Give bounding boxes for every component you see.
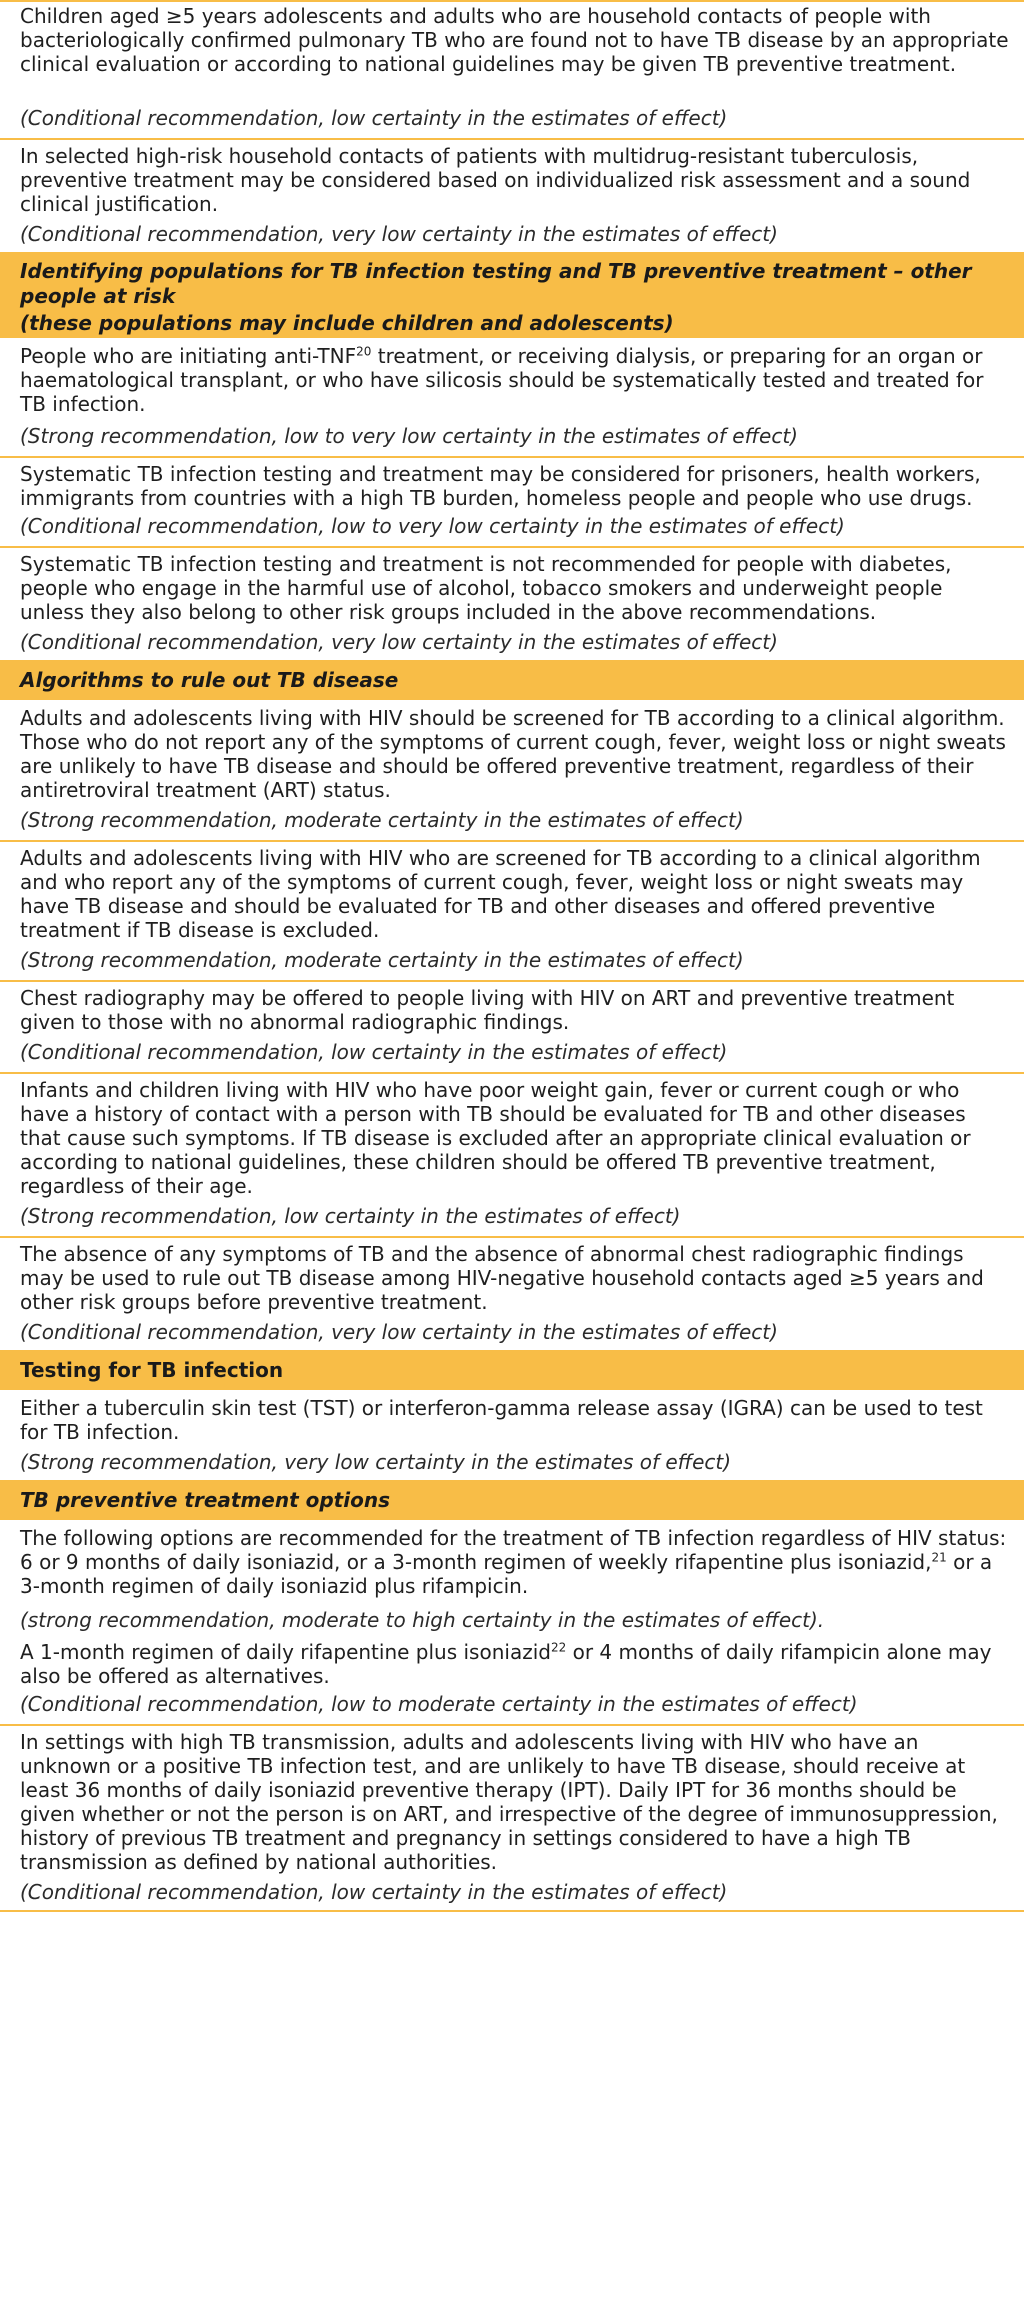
chest-radiography-recommendation: (Conditional recommendation, low certainty in the estimates of effect) [20,1040,728,1064]
section-subtitle: (these populations may include children and adolescents) [20,311,674,335]
section-title: TB preventive treatment options [20,1488,390,1512]
alternative-regimens-recommendation: (Conditional recommendation, low to moderate certainty in the estimates of effect) [20,1692,858,1716]
ipt-36-months-paragraph: In settings with high TB transmission, adults and adolescents living with HIV who have an unknown or a positive TB infection test, and are unlikely to have TB disease, should receive at least 36 months of daily isoniazid preventive therapy (IPT). Daily IPT for 36 months should be given whether or not the person is on ART, and irrespective of the degree of immunosuppression, history of previous TB treatment and pregnancy in settings considered to have a high TB transmission as defined by national authorities. [20,1730,998,1874]
anti-tnf-recommendation: (Strong recommendation, low to very low certainty in the estimates of effect) [20,424,798,448]
divider [0,980,1024,982]
footnote-ref: 22 [550,1640,567,1655]
hiv-adults-symptoms-recommendation: (Strong recommendation, moderate certainty in the estimates of effect) [20,948,744,972]
mdr-contacts-recommendation: (Conditional recommendation, very low certainty in the estimates of effect) [20,222,778,246]
divider [0,546,1024,548]
section-title-line: Identifying populations for TB infection testing and TB preventive treatment – other [20,259,972,283]
paragraph-text: A 1-month regimen of daily rifapentine plus isoniazid [20,1640,551,1664]
hiv-adults-symptoms-paragraph: Adults and adolescents living with HIV who are screened for TB according to a clinical algorithm and who report any of the symptoms of current cough, fever, weight loss or night sweats may have TB disease and should be evaluated for TB and other diseases and offered preventive treatment if TB disease is excluded. [20,846,981,942]
footnote-ref: 20 [356,344,372,359]
paragraph-text: The following options are recommended for the treatment of TB infection regardless of HIV status: 6 or 9 months of daily isoniazid, or a 3-month regimen of weekly rifapentine plus isoniazid, [20,1526,1007,1574]
section-header-other-risk [0,252,1024,338]
divider [0,138,1024,140]
paragraph-text: treatment, or receiving dialysis, or preparing for an organ or haematological transplant, or who have silicosis should be systematically tested and treated for TB infection. [20,344,984,416]
household-contacts-recommendation: (Conditional recommendation, low certainty in the estimates of effect) [20,106,728,130]
paragraph-text: People who are initiating anti-TNF [20,344,357,368]
section-header-algorithms [0,660,1024,700]
household-contacts-paragraph: Children aged ≥5 years adolescents and adults who are household contacts of people with bacteriologically confirmed pulmonary TB who are found not to have TB disease by an appropriate clinical evaluation or according to national guidelines may be given TB preventive treatment. [20,4,1009,76]
hiv-adults-no-symptoms-recommendation: (Strong recommendation, moderate certainty in the estimates of effect) [20,808,744,832]
section-title: Algorithms to rule out TB disease [20,668,399,692]
prisoners-paragraph: Systematic TB infection testing and treatment may be considered for prisoners, health workers, immigrants from countries with a high TB burden, homeless people and people who use drugs. [20,462,981,510]
treatment-regimens-recommendation: (strong recommendation, moderate to high certainty in the estimates of effect). [20,1608,825,1632]
diabetes-recommendation: (Conditional recommendation, very low certainty in the estimates of effect) [20,630,778,654]
alternative-regimens-paragraph [20,1640,1010,1688]
mdr-contacts-paragraph: In selected high-risk household contacts of patients with multidrug-resistant tuberculosis, preventive treatment may be considered based on individualized risk assessment and a sound clinical justification. [20,144,971,216]
hiv-adults-no-symptoms-paragraph: Adults and adolescents living with HIV should be screened for TB according to a clinical algorithm. Those who do not report any of the symptoms of current cough, fever, weight loss or night sweats are unlikely to have TB disease and should be offered preventive treatment, regardless of their antiretroviral treatment (ART) status. [20,706,1006,802]
tst-igra-recommendation: (Strong recommendation, very low certainty in the estimates of effect) [20,1450,732,1474]
tst-igra-paragraph: Either a tuberculin skin test (TST) or interferon-gamma release assay (IGRA) can be used to test for TB infection. [20,1396,983,1444]
treatment-regimens-paragraph [20,1526,1010,1598]
divider [0,1910,1024,1912]
hiv-negative-contacts-recommendation: (Conditional recommendation, very low certainty in the estimates of effect) [20,1320,778,1344]
divider [0,840,1024,842]
divider [0,1724,1024,1726]
footnote-ref: 21 [931,1550,947,1565]
paragraph-text: or a 3-month regimen of daily isoniazid plus rifampicin. [20,1550,993,1598]
paragraph-text: or 4 months of daily rifampicin alone may also be offered as alternatives. [20,1640,992,1688]
chest-radiography-paragraph: Chest radiography may be offered to people living with HIV on ART and preventive treatment given to those with no abnormal radiographic findings. [20,986,955,1034]
prisoners-recommendation: (Conditional recommendation, low to very low certainty in the estimates of effect) [20,514,845,538]
diabetes-paragraph: Systematic TB infection testing and treatment is not recommended for people with diabetes, people who engage in the harmful use of alcohol, tobacco smokers and underweight people unless they also belong to other risk groups included in the above recommendations. [20,552,952,624]
hiv-negative-contacts-paragraph: The absence of any symptoms of TB and the absence of abnormal chest radiographic findings may be used to rule out TB disease among HIV-negative household contacts aged ≥5 years and other risk groups before preventive treatment. [20,1242,984,1314]
divider [0,456,1024,458]
section-header-testing [0,1350,1024,1390]
divider [0,1236,1024,1238]
hiv-children-paragraph: Infants and children living with HIV who have poor weight gain, fever or current cough or who have a history of contact with a person with TB should be evaluated for TB and other diseases that cause such symptoms. If TB disease is excluded after an appropriate clinical evaluation or according to national guidelines, these children should be offered TB preventive treatment, regardless of their age. [20,1078,971,1198]
section-title: Testing for TB infection [20,1358,284,1382]
hiv-children-recommendation: (Strong recommendation, low certainty in the estimates of effect) [20,1204,681,1228]
divider [0,0,1024,2]
ipt-36-months-recommendation: (Conditional recommendation, low certainty in the estimates of effect) [20,1880,728,1904]
divider [0,1072,1024,1074]
anti-tnf-paragraph [20,344,1010,416]
section-header-treatment-options [0,1480,1024,1520]
section-title-line: people at risk [20,284,176,308]
